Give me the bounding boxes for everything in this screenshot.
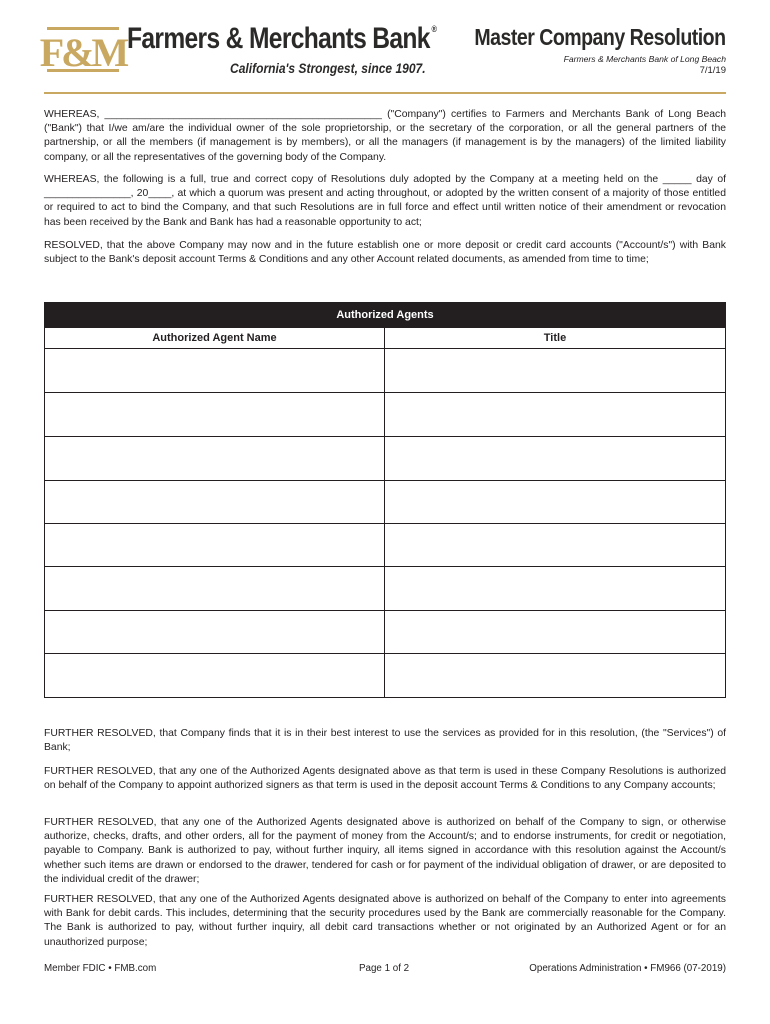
agent-name-field[interactable] [45, 654, 384, 697]
resolved-accounts-paragraph: RESOLVED, that the above Company may now and in the future establish one or more deposit or credit card accounts ("Account/s") with Bank subject to the Bank's deposit account Terms & Conditions and any other Account related documents, as amended from time to time; [44, 240, 726, 266]
page-title: Master Company Resolution [474, 24, 726, 50]
column-header-title: Title [543, 332, 567, 344]
logo-letters: F&M [39, 30, 127, 75]
doc-subtitle: Farmers & Merchants Bank of Long Beach [563, 54, 726, 64]
agent-name-field[interactable] [45, 567, 384, 610]
header-divider [44, 92, 726, 94]
further-resolved-debit-paragraph: FURTHER RESOLVED, that any one of the Authorized Agents designated above is authorized on behalf of the Company to enter into agreements with Bank for debit cards. This includes, determining that the security procedures used by the Bank are commercially reasonable for the Company. The Bank is authorized to pay, without further inquiry, all debit card transactions whether or not originated by an Authorized Agent or for an unauthorized purpose; [44, 894, 726, 948]
agent-name-field[interactable] [45, 481, 384, 524]
doc-date: 7/1/19 [699, 65, 726, 76]
bank-tagline: California's Strongest, since 1907. [230, 60, 426, 76]
agent-title-field[interactable] [385, 567, 725, 610]
agent-title-field[interactable] [385, 481, 725, 524]
page-number: Page 1 of 2 [359, 963, 410, 974]
agent-name-field[interactable] [45, 437, 384, 480]
further-resolved-checks-paragraph: FURTHER RESOLVED, that any one of the Authorized Agents designated above is authorized on behalf of the Company to sign, or otherwise authorize, checks, drafts, and other orders, all for the payment of money from the Account/s; and to endorse instruments, for credit or negotiation, payable to Company. Bank is authorized to pay, without further inquiry, all items signed in accordance with this resolution against the Account/s whether such items are drawn or endorsed to the drawer, tendered for cash or for payment of the individual obligation of drawer, or are deposited to the individual credit of the drawer; [44, 817, 726, 885]
authorized-agents-table [44, 302, 726, 698]
whereas-company-paragraph: WHEREAS, ________________________________________________ ("Company") certifies to Farmers and Merchants Bank of Long Beach ("Bank") that I/we am/are the individual owner of the sole proprietorship, or the secretary of the corporation, or all the general partners of the partnership, or all the members (if management is by members), or all the managers (if management is by the managers) of the limited liability company, or all the representatives of the governing body of the Company. [44, 109, 726, 163]
agent-title-field[interactable] [385, 393, 725, 436]
table-title: Authorized Agents [45, 303, 725, 328]
further-resolved-signers-paragraph: FURTHER RESOLVED, that any one of the Authorized Agents designated above as that term is used in these Company Resolutions is authorized on behalf of the Company to appoint authorized signers as that term is used in the deposit account Terms & Conditions to any Company accounts; [44, 766, 726, 792]
agent-name-field[interactable] [45, 611, 384, 654]
further-resolved-services-paragraph: FURTHER RESOLVED, that Company finds that it is in their best interest to use the services as provided for in this resolution, (the "Services") of Bank; [44, 728, 726, 754]
agent-name-field[interactable] [45, 349, 384, 392]
fm-logo-icon [39, 25, 127, 75]
agent-name-field[interactable] [45, 393, 384, 436]
agent-name-field[interactable] [45, 524, 384, 567]
footer-member-fdic: Member FDIC • FMB.com [44, 963, 157, 974]
agent-title-field[interactable] [385, 349, 725, 392]
column-header-agent-name: Authorized Agent Name [152, 332, 277, 344]
registered-mark: ® [431, 24, 437, 34]
agent-title-field[interactable] [385, 437, 725, 480]
whereas-resolutions-paragraph: WHEREAS, the following is a full, true and correct copy of Resolutions duly adopted by the Company at a meeting held on the _____ day of _______________, 20____, at which a quorum was present and acting throughout, or adopted by the written consent of a majority of those entitled or required to act to bind the Company, and that such Resolutions are in full force and effect until written notice of their amendment or revocation has been received by the Bank and Bank has had a reasonable opportunity to act; [44, 174, 726, 228]
agent-title-field[interactable] [385, 524, 725, 567]
agent-title-field[interactable] [385, 611, 725, 654]
agent-title-field[interactable] [385, 654, 725, 697]
bank-name: Farmers & Merchants Bank ® [127, 22, 437, 55]
footer-form-id: Operations Administration • FM966 (07-2019) [529, 963, 726, 974]
